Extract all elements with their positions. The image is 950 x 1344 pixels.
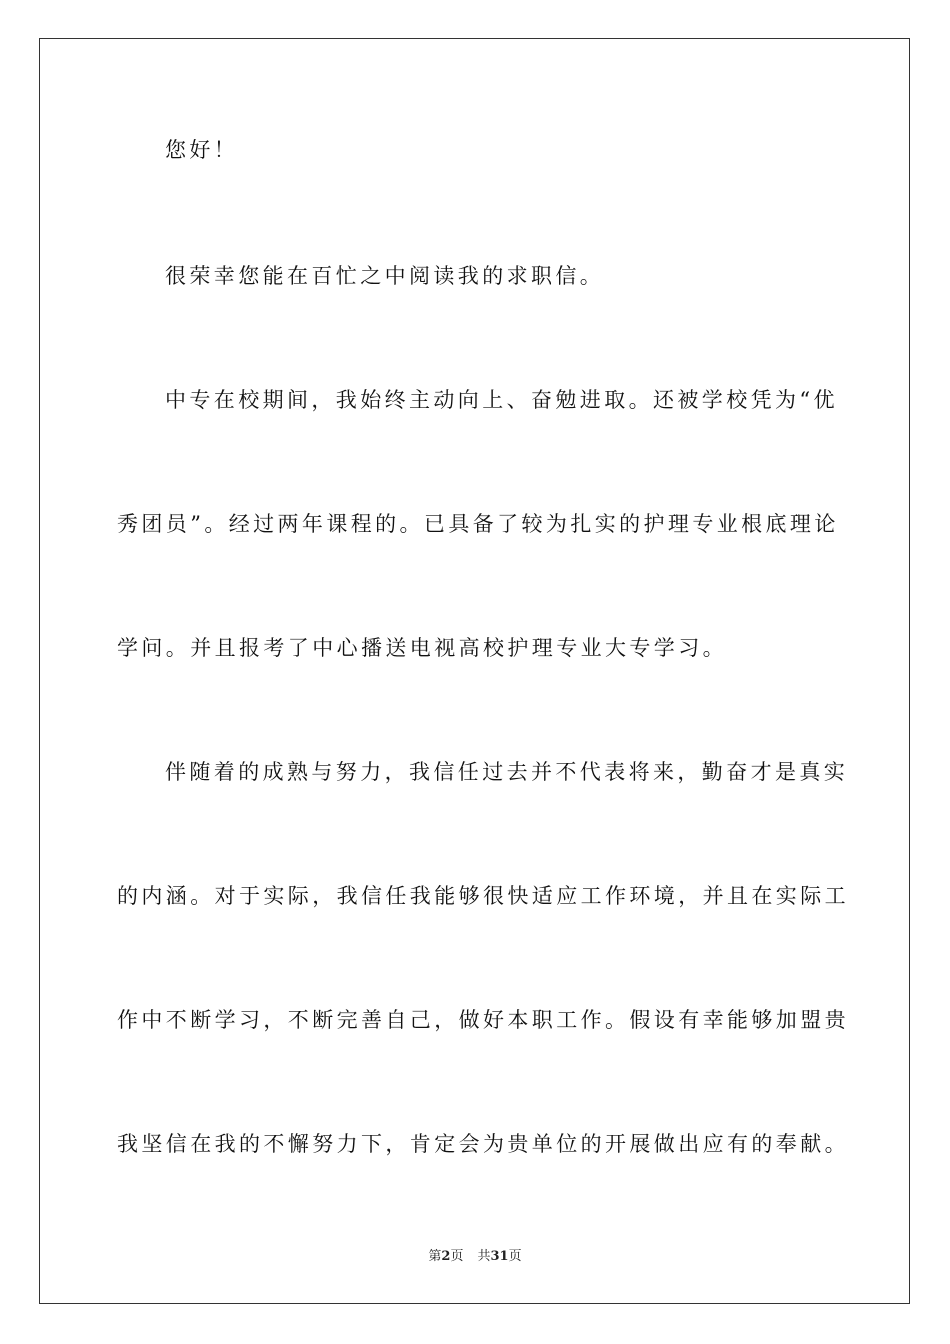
- greeting-line: 您好！: [165, 138, 239, 162]
- paragraph-line: 很荣幸您能在百忙之中阅读我的求职信。: [165, 264, 605, 288]
- page-suffix: 页: [450, 1249, 464, 1264]
- paragraph-line: 秀团员”。经过两年课程的。已具备了较为扎实的护理专业根底理论: [117, 512, 839, 536]
- paragraph-line: 的内涵。对于实际，我信任我能够很快适应工作环境，并且在实际工: [117, 884, 849, 908]
- paragraph-line: 伴随着的成熟与努力，我信任过去并不代表将来，勤奋才是真实: [165, 760, 849, 784]
- paragraph-line: 作中不断学习，不断完善自己，做好本职工作。假设有幸能够加盟贵: [117, 1008, 849, 1032]
- page-prefix: 第: [428, 1249, 442, 1264]
- page-footer: [0, 1249, 950, 1265]
- page-number: 2: [441, 1249, 451, 1264]
- total-pages: 31: [490, 1249, 509, 1264]
- paragraph-line: 中专在校期间，我始终主动向上、奋勉进取。还被学校凭为“优: [165, 388, 838, 412]
- total-prefix: 共: [477, 1249, 491, 1264]
- page-border: [39, 38, 910, 1304]
- paragraph-line: 学问。并且报考了中心播送电视高校护理专业大专学习。: [117, 636, 727, 660]
- paragraph-line: 我坚信在我的不懈努力下，肯定会为贵单位的开展做出应有的奉献。: [117, 1132, 849, 1156]
- total-suffix: 页: [508, 1249, 522, 1264]
